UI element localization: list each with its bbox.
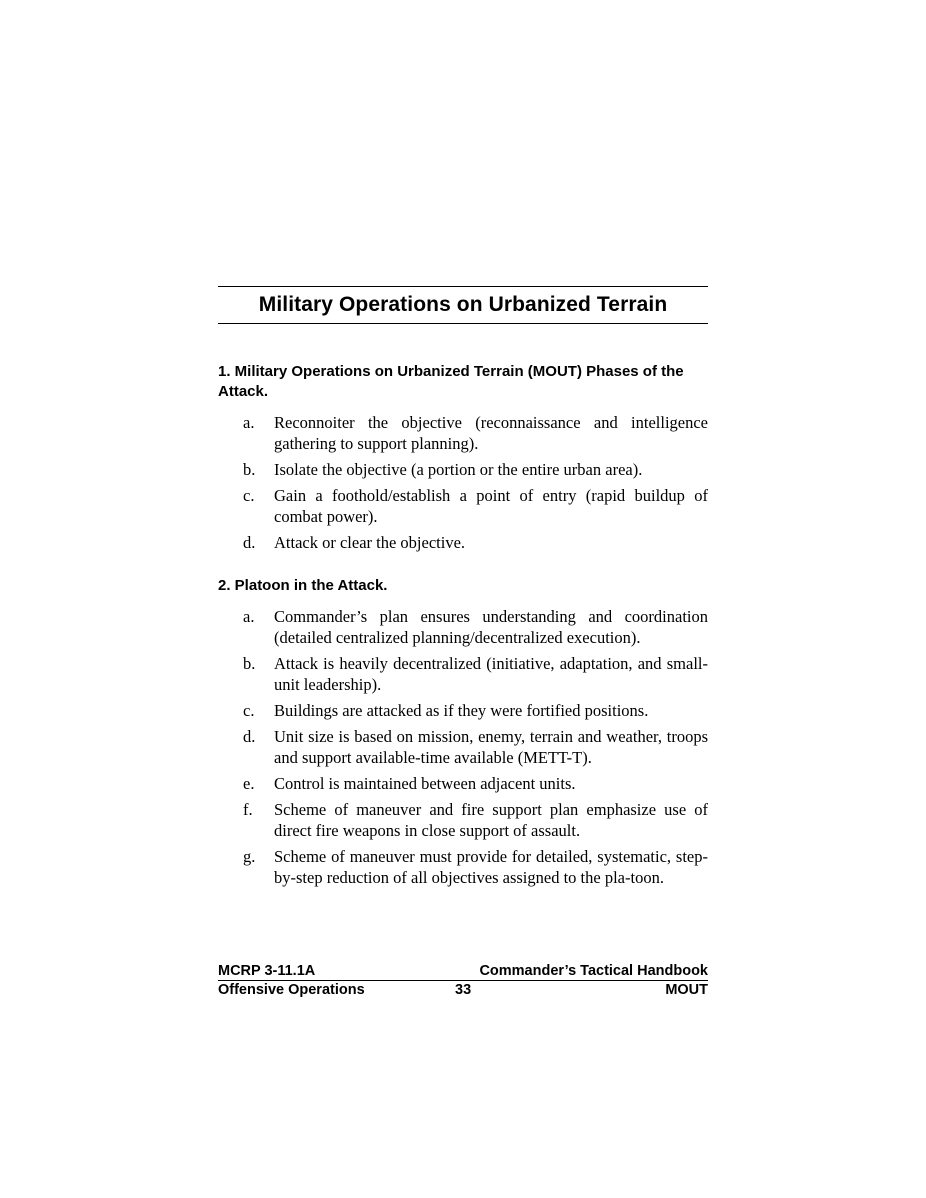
title-block [218, 286, 708, 324]
footer-chapter: Offensive Operations [218, 982, 365, 998]
list-marker: a. [243, 607, 255, 626]
list-item-text: Commander’s plan ensures understanding and coordination (detailed centralized planning/decentralized execution). [274, 607, 708, 647]
page-number: 33 [455, 982, 472, 998]
list-marker: c. [243, 486, 255, 505]
list-item [218, 412, 708, 454]
list-item-text: Attack is heavily decentralized (initiative, adaptation, and small-unit leadership). [274, 654, 708, 694]
list-marker: b. [243, 460, 256, 479]
list-item [218, 773, 708, 794]
section-heading: 2. Platoon in the Attack. [218, 577, 388, 594]
list-item [218, 485, 708, 527]
page-title: Military Operations on Urbanized Terrain [258, 293, 668, 316]
list-marker: d. [243, 533, 256, 552]
section-phases-of-attack [218, 362, 708, 558]
page-footer [218, 962, 708, 999]
list-item [218, 846, 708, 888]
footer-handbook: Commander’s Tactical Handbook [479, 963, 708, 979]
list-marker: c. [243, 701, 255, 720]
list-item [218, 532, 708, 553]
list-marker: f. [243, 800, 253, 819]
list-marker: e. [243, 774, 255, 793]
list-item-text: Unit size is based on mission, enemy, terrain and weather, troops and support available-time available (METT-T). [274, 727, 708, 767]
list-marker: b. [243, 654, 256, 673]
list-item-text: Control is maintained between adjacent units. [274, 774, 576, 793]
list-item [218, 799, 708, 841]
list-item-text: Gain a foothold/establish a point of entry (rapid buildup of combat power). [274, 486, 708, 526]
footer-bottom-row [218, 981, 708, 999]
list-item-text: Attack or clear the objective. [274, 533, 466, 552]
footer-topic: MOUT [665, 982, 708, 998]
list-item-text: Scheme of maneuver must provide for detailed, systematic, step-by-step reduction of all objectives assigned to the pla-toon. [274, 847, 708, 887]
list-item [218, 726, 708, 768]
item-list [218, 606, 708, 888]
list-item [218, 653, 708, 695]
list-marker: a. [243, 413, 255, 432]
footer-publication: MCRP 3-11.1A [218, 963, 316, 979]
list-item-text: Scheme of maneuver and fire support plan emphasize use of direct fire weapons in close support of assault. [274, 800, 708, 840]
list-item-text: Reconnoiter the objective (reconnaissance and intelligence gathering to support planning). [274, 413, 708, 453]
list-item [218, 606, 708, 648]
list-item [218, 459, 708, 480]
item-list [218, 412, 708, 553]
list-item [218, 700, 708, 721]
list-item-text: Isolate the objective (a portion or the entire urban area). [274, 460, 643, 479]
section-platoon-in-attack [218, 576, 708, 893]
footer-top-row [218, 962, 708, 981]
list-marker: d. [243, 727, 256, 746]
list-marker: g. [243, 847, 256, 866]
list-item-text: Buildings are attacked as if they were fortified positions. [274, 701, 649, 720]
section-heading: 1. Military Operations on Urbanized Terrain (MOUT) Phases of the Attack. [218, 363, 684, 400]
